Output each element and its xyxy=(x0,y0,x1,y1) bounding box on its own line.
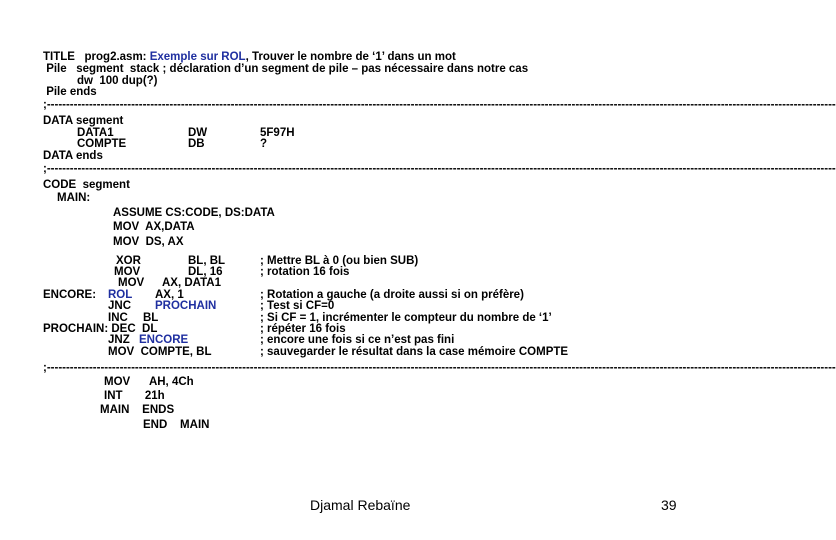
mov-dl-args: DL, 16 xyxy=(188,266,223,278)
main-ends-line: MAIN ENDS xyxy=(100,404,175,416)
separator-line: ;-------------------------------------------------------------------------------------------------------------------------------------------------------------------------------------------------------------- xyxy=(43,362,836,374)
mov-dl-comment: ; rotation 16 fois xyxy=(260,266,350,278)
author-footer: Djamal Rebaïne xyxy=(310,497,411,513)
rol-args: AX, 1 xyxy=(155,289,184,301)
code-segment-line: CODE segment xyxy=(43,179,130,191)
data1-name: DATA1 xyxy=(77,127,114,139)
mov-ax-data-line: MOV AX,DATA xyxy=(113,221,195,233)
data-ends-line: DATA ends xyxy=(43,150,103,162)
inc-comment: ; Si CF = 1, incrémenter le compteur du nombre de ‘1’ xyxy=(260,312,552,324)
main-label: MAIN: xyxy=(57,192,91,204)
xor-op: XOR xyxy=(116,255,141,267)
mov-ax-data1-args: AX, DATA1 xyxy=(162,277,221,289)
end-main-line: END MAIN xyxy=(143,419,210,431)
jnz-comment: ; encore une fois si ce n’est pas fini xyxy=(260,334,455,346)
prochain-line: PROCHAIN: DEC DL xyxy=(43,323,158,335)
xor-args: BL, BL xyxy=(188,255,226,267)
jnz-target: ENCORE xyxy=(139,334,189,346)
pile-dw-line: dw 100 dup(?) xyxy=(77,75,158,87)
separator-line: ;-------------------------------------------------------------------------------------------------------------------------------------------------------------------------------------------------------------- xyxy=(43,99,836,111)
assume-line: ASSUME CS:CODE, DS:DATA xyxy=(113,207,275,219)
inc-args: BL xyxy=(143,312,159,324)
mov-ds-ax-line: MOV DS, AX xyxy=(113,236,184,248)
data-segment-line: DATA segment xyxy=(43,115,124,127)
mov-compte-comment: ; sauvegarder le résultat dans la case mémoire COMPTE xyxy=(260,346,569,358)
separator-line: ;-------------------------------------------------------------------------------------------------------------------------------------------------------------------------------------------------------------- xyxy=(43,163,836,175)
inc-op: INC xyxy=(108,312,128,324)
prochain-comment: ; répéter 16 fois xyxy=(260,323,346,335)
rol-op: ROL xyxy=(108,289,133,301)
title-highlight: Exemple sur ROL xyxy=(149,51,246,63)
mov-ah-line: MOV AH, 4Ch xyxy=(104,376,194,388)
xor-comment: ; Mettre BL à 0 (ou bien SUB) xyxy=(260,255,419,267)
title-prefix: TITLE prog2.asm: xyxy=(43,51,150,63)
jnc-comment: ; Test si CF=0 xyxy=(260,300,335,312)
pile-ends-line: Pile ends xyxy=(43,86,97,98)
data1-value: 5F97H xyxy=(260,127,295,139)
int-21-line: INT 21h xyxy=(104,390,165,402)
jnc-target: PROCHAIN xyxy=(155,300,217,312)
compte-value: ? xyxy=(260,138,268,150)
mov-ax-data1-op: MOV xyxy=(118,277,145,289)
page-number: 39 xyxy=(661,497,677,513)
data1-type: DW xyxy=(188,127,208,139)
mov-dl-op: MOV xyxy=(114,266,141,278)
jnz-op: JNZ xyxy=(108,334,130,346)
pile-declaration-line: Pile segment stack ; déclaration d’un segment de pile – pas nécessaire dans notre cas xyxy=(43,63,529,75)
compte-name: COMPTE xyxy=(77,138,127,150)
compte-type: DB xyxy=(188,138,205,150)
mov-compte-line: MOV COMPTE, BL xyxy=(108,346,212,358)
title-suffix: , Trouver le nombre de ‘1’ dans un mot xyxy=(245,51,456,63)
rol-comment: ; Rotation a gauche (a droite aussi si on préfère) xyxy=(260,289,524,301)
encore-label: ENCORE: xyxy=(43,289,97,301)
jnc-op: JNC xyxy=(108,300,132,312)
